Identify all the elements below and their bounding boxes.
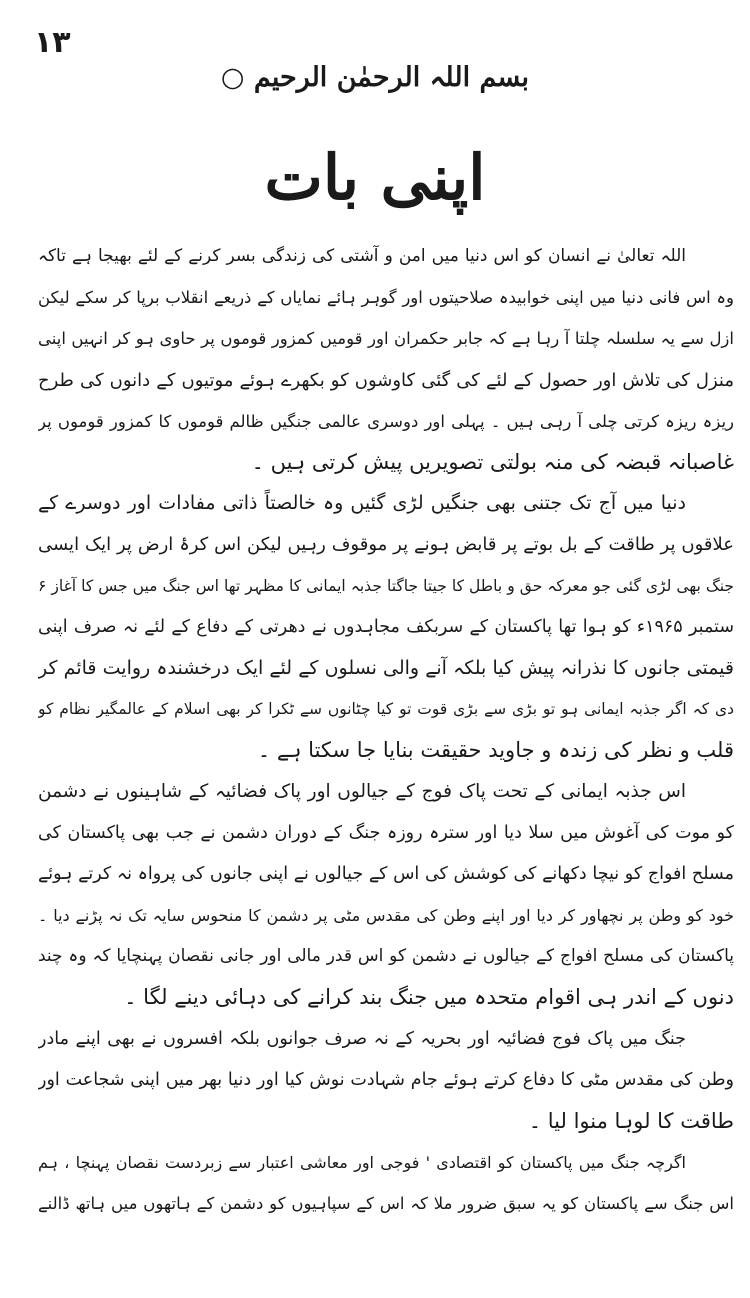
text-line: کو موت کی آغوش میں سلا دیا اور سترہ روزہ جنگ کے دوران دشمن نے جب بھی پاکستان کی <box>38 822 734 843</box>
text-line: اگرچہ جنگ میں پاکستان کو اقتصادی ' فوجی اور معاشی اعتبار سے زبردست نقصان پہنچا ، ہم <box>38 1153 686 1173</box>
text-line: علاقوں پر طاقت کے بل بوتے پر قابض ہونے پر موقوف رہیں لیکن اس کرۂ ارض پر ایک ایسی <box>38 534 734 556</box>
page-title: اپنی بات <box>264 141 486 214</box>
text-line: وہ اس فانی دنیا میں اپنی خوابیدہ صلاحیتوں اور گوہر ہائے نمایاں کے ذریعے انقلاب برپا کر سکے لیکن <box>38 288 734 308</box>
text-line: دنوں کے اندر ہی اقوام متحدہ میں جنگ بند کرانے کی دہائی دینے لگا ۔ <box>124 985 734 1010</box>
text-line: غاصبانہ قبضہ کی منہ بولتی تصویریں پیش کرتی ہیں ۔ <box>251 449 734 474</box>
text-line: منزل کی تلاش اور حصول کے لئے کی گئی کاوشوں کو بکھرے ہوئے موتیوں کے دانوں کی طرح <box>38 369 734 391</box>
text-line: اس جذبہ ایمانی کے تحت پاک فوج کے جیالوں اور پاک فضائیہ کے شاہینوں نے دشمن <box>38 781 686 803</box>
text-line: ستمبر ۱۹۶۵ء کو ہوا تھا پاکستان کے سربکف مجاہدوں نے دھرتی کے دفاع کے لئے نہ صرف اپنی <box>38 616 734 637</box>
text-line: ازل سے یہ سلسلہ چلتا آ رہا ہے کہ جابر حکمران اور قومیں کمزور قوموں پر حاوی ہو کر انہیں اپنی <box>38 329 734 349</box>
page-number: ۱۳ <box>34 25 71 60</box>
text-line: مسلح افواج کو نیچا دکھانے کی کوشش کی اس کے جیالوں نے اپنی جانوں کی پرواہ نہ کرتے ہوئے <box>38 863 734 884</box>
text-line: دنیا میں آج تک جتنی بھی جنگیں لڑی گئیں وہ خالصتاً ذاتی مفادات اور دوسرے کے <box>38 492 686 515</box>
text-line: طاقت کا لوہا منوا لیا ۔ <box>528 1108 734 1133</box>
text-line: دی کہ اگر جذبہ ایمانی ہو تو بڑی سے بڑی قوت تو کیا چٹانوں سے ٹکرا کر بھی اسلام کے عالمگیر نظام کو <box>38 700 734 719</box>
text-line: قلب و نظر کی زندہ و جاوید حقیقت بنایا جا سکتا ہے ۔ <box>257 738 734 763</box>
text-line: جنگ میں پاک فوج فضائیہ اور بحریہ کے نہ صرف جوانوں بلکہ افسروں نے بھی اپنے مادر <box>38 1028 686 1049</box>
text-line: خود کو وطن پر نچھاور کر دیا اور اپنے وطن کی مقدس مٹی پر دشمن کا منحوس سایہ تک نہ پڑنے دیا ۔ <box>38 906 734 925</box>
body-text <box>38 236 734 1225</box>
text-line: پاکستان کی مسلح افواج کے جیالوں نے دشمن کو اس قدر مالی اور جانی نقصان پہنچایا کہ وہ چند <box>38 946 734 967</box>
text-line: اللہ تعالیٰ نے انسان کو اس دنیا میں امن و آشتی کی زندگی بسر کرنے کے لئے بھیجا ہے تاکہ <box>38 246 686 266</box>
text-line: ریزہ ریزہ کرتی چلی آ رہی ہیں ۔ پہلی اور دوسری عالمی جنگیں ظالم قوموں کا کمزور قوموں پر <box>38 411 734 431</box>
bismillah-heading: بسم اللہ الرحمٰن الرحیم ○ <box>220 62 530 93</box>
text-line: اس جنگ سے پاکستان کو یہ سبق ضرور ملا کہ اس کے سپاہیوں کو دشمن کے ہاتھوں میں ہاتھ ڈالنے <box>38 1194 734 1214</box>
text-line: جنگ بھی لڑی گئی جو معرکہ حق و باطل کا جیتا جاگتا جذبہ ایمانی کا مظہر تھا اس جنگ میں جس کا آغاز ۶ <box>38 576 734 595</box>
text-line: قیمتی جانوں کا نذرانہ پیش کیا بلکہ آنے والی نسلوں کے لئے ایک درخشندہ روایت قائم کر <box>38 656 734 679</box>
text-line: وطن کی مقدس مٹی کا دفاع کرتے ہوئے جام شہادت نوش کیا اور دنیا بھر میں اپنی شجاعت اور <box>38 1069 734 1090</box>
